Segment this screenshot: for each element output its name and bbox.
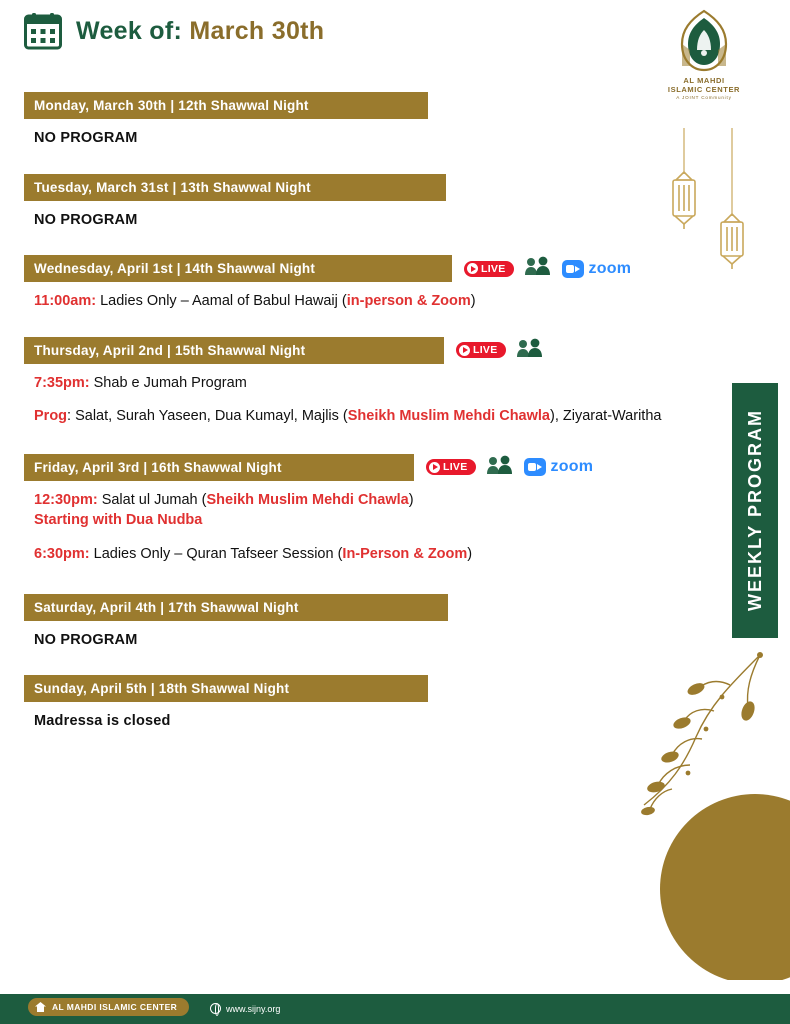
footer-website[interactable] — [210, 1003, 280, 1014]
weekly-program-banner — [732, 383, 778, 638]
program-entry-text: In-Person & Zoom — [342, 546, 468, 563]
program-entry-text: in-person & Zoom — [346, 293, 471, 310]
people-icon — [516, 338, 544, 358]
day-block — [24, 594, 664, 651]
day-header-row — [24, 675, 664, 702]
day-block — [24, 92, 664, 149]
people-icon — [524, 256, 552, 276]
footer-website-label: www.sijny.org — [226, 1003, 281, 1014]
zoom-badge-label: zoom — [550, 458, 594, 476]
program-entry-text: Shab e Jumah Program — [89, 374, 247, 391]
logo-name-line1: AL MAHDI — [683, 76, 725, 85]
program-entry-text: NO PROGRAM — [34, 211, 138, 228]
day-header-row — [24, 255, 664, 282]
live-play-icon — [429, 462, 440, 473]
live-badge — [464, 261, 514, 277]
day-spacer — [24, 233, 664, 255]
program-entry — [34, 210, 664, 231]
zoom-camera-icon — [524, 458, 546, 476]
zoom-badge-label: zoom — [588, 259, 632, 277]
program-entry-text: Starting with Dua Nudba — [34, 512, 203, 529]
program-entry-text: Ladies Only – Aamal of Babul Hawaij ( — [96, 293, 347, 310]
day-badges — [456, 338, 544, 363]
program-entry — [34, 406, 664, 427]
page-header — [24, 12, 324, 50]
day-header-label: Sunday, April 5th | 18th Shawwal Night — [34, 681, 290, 697]
program-entry-text: Salat ul Jumah ( — [97, 491, 207, 508]
day-header-row — [24, 594, 664, 621]
day-header-label: Friday, April 3rd | 16th Shawwal Night — [34, 459, 282, 475]
day-header — [24, 174, 446, 201]
day-entries — [24, 364, 664, 427]
day-header — [24, 454, 414, 481]
in-person-badge — [486, 455, 514, 480]
program-entry — [34, 711, 664, 732]
program-entry — [34, 490, 664, 531]
day-entries — [24, 119, 664, 149]
program-entry — [34, 544, 664, 565]
program-entry-text: 11:00am: — [34, 293, 97, 310]
weekly-program-banner-label: WEEKLY PROGRAM — [744, 409, 765, 612]
page-title-date: March 30th — [189, 16, 325, 45]
day-badges — [464, 256, 631, 281]
day-header-row — [24, 174, 664, 201]
program-entry-text: ), Ziyarat-Waritha — [550, 408, 662, 425]
program-entry-text: ) — [408, 491, 414, 508]
day-spacer — [24, 430, 664, 454]
live-badge — [456, 342, 506, 358]
footer-org-label: AL MAHDI ISLAMIC CENTER — [52, 1002, 178, 1012]
program-entry-text: Sheikh Muslim Mehdi Chawla — [347, 408, 550, 425]
program-entry-text: Prog — [34, 408, 68, 425]
program-entry-text: ) — [470, 293, 476, 310]
program-entry-text: ) — [467, 546, 473, 563]
organization-logo — [656, 8, 752, 100]
in-person-badge — [516, 338, 544, 363]
live-play-icon — [467, 263, 478, 274]
live-play-icon — [459, 345, 470, 356]
day-block — [24, 255, 664, 312]
day-header-label: Tuesday, March 31st | 13th Shawwal Night — [34, 179, 311, 195]
day-spacer — [24, 315, 664, 337]
in-person-badge — [524, 256, 552, 281]
logo-tagline: A JOINT Community — [676, 94, 732, 100]
day-header — [24, 92, 428, 119]
day-spacer — [24, 568, 664, 594]
program-entry-text: 12:30pm: — [34, 491, 98, 508]
page-title — [76, 17, 324, 46]
day-badges — [426, 455, 593, 480]
day-header-row — [24, 337, 664, 364]
day-header-label: Monday, March 30th | 12th Shawwal Night — [34, 98, 309, 113]
program-entry-text: NO PROGRAM — [34, 631, 138, 648]
lantern-decoration-icon — [646, 128, 766, 298]
day-header-row — [24, 92, 664, 119]
zoom-badge — [562, 260, 632, 278]
day-entries — [24, 201, 664, 231]
day-entries — [24, 702, 664, 732]
day-spacer — [24, 735, 664, 757]
live-badge-label: LIVE — [473, 344, 498, 357]
logo-name — [656, 76, 752, 95]
day-header — [24, 337, 444, 364]
day-entries — [24, 481, 664, 565]
day-header — [24, 675, 428, 702]
day-header-row — [24, 454, 664, 481]
program-entry-text: Ladies Only – Quran Tafseer Session ( — [89, 546, 343, 563]
program-entry — [34, 291, 664, 312]
live-badge-label: LIVE — [481, 262, 506, 275]
day-spacer — [24, 152, 664, 174]
day-entries — [24, 282, 664, 312]
program-entry-text: 7:35pm: — [34, 374, 90, 391]
page-footer — [0, 980, 790, 1024]
live-badge — [426, 459, 476, 475]
people-icon — [486, 455, 514, 475]
program-entry — [34, 373, 664, 394]
logo-name-line2: ISLAMIC CENTER — [667, 85, 741, 95]
zoom-badge — [524, 458, 594, 476]
zoom-camera-icon — [562, 260, 584, 278]
program-entry-text: Sheikh Muslim Mehdi Chawla — [206, 491, 409, 508]
globe-icon — [210, 1003, 221, 1014]
day-header — [24, 255, 452, 282]
day-block — [24, 337, 664, 427]
calendar-icon — [24, 12, 62, 50]
program-entry — [34, 630, 664, 651]
day-spacer — [24, 653, 664, 675]
day-block — [24, 174, 664, 231]
page-title-prefix: Week of: — [76, 16, 183, 45]
program-entry-text: : Salat, Surah Yaseen, Dua Kumayl, Majlis ( — [67, 408, 348, 425]
day-header-label: Thursday, April 2nd | 15th Shawwal Night — [34, 342, 306, 358]
day-entries — [24, 621, 664, 651]
program-entry-text: 6:30pm: — [34, 546, 90, 563]
home-icon — [35, 1002, 46, 1012]
program-entry — [34, 128, 664, 149]
day-header — [24, 594, 448, 621]
day-header-label: Saturday, April 4th | 17th Shawwal Night — [34, 599, 299, 615]
day-block — [24, 454, 664, 565]
program-entry-text: NO PROGRAM — [34, 130, 138, 146]
day-header-label: Wednesday, April 1st | 14th Shawwal Night — [34, 261, 316, 277]
weekly-schedule — [24, 92, 664, 757]
day-block — [24, 675, 664, 732]
program-entry-text: Madressa is closed — [34, 713, 171, 730]
mosque-dome-logo-icon — [674, 8, 734, 74]
footer-org-pill — [28, 998, 189, 1016]
live-badge-label: LIVE — [443, 461, 468, 474]
